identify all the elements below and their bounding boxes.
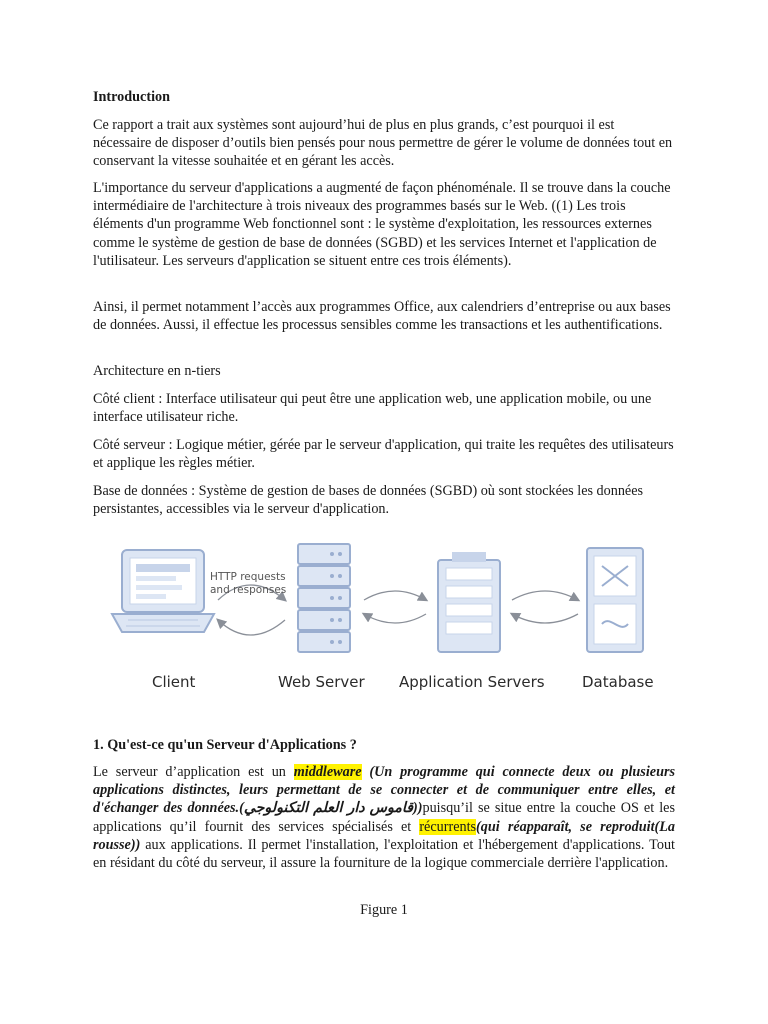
figure-caption: Figure 1 bbox=[360, 902, 408, 918]
text-segment: Le serveur d’application est un bbox=[93, 764, 294, 780]
http-label-line1: HTTP requests bbox=[210, 571, 286, 583]
label-database: Database bbox=[582, 673, 654, 691]
web-server-icon bbox=[298, 544, 350, 652]
intro-paragraph-2: L'importance du serveur d'applications a augmenté de façon phénoménale. Il se trouve dans la couche intermédiaire de l'architecture à trois niveaux des programmes basés sur le Web. ((1) Les trois éléments d'un programme Web fonctionnel sont : le système d'exploitation, les ressources externes comme le système de gestion de base de données (SGBD) et les services Internet et l'application de l'utilisateur. Les serveurs d'application se situent entre ces trois éléments). bbox=[93, 180, 671, 269]
client-side-paragraph: Côté client : Interface utilisateur qui peut être une application web, une application mobile, ou une interface utilisateur riche. bbox=[93, 391, 652, 426]
middleware-definition: (Un programme qui connecte deux ou plusieurs applications distinctes, leurs permettant de se connecter et de communiquer entre elles, et d'échanger des données. bbox=[93, 764, 676, 817]
intro-heading: Introduction bbox=[93, 89, 170, 105]
server-side-paragraph: Côté serveur : Logique métier, gérée par le serveur d'application, qui traite les requêtes des utilisateurs et applique les règles métier. bbox=[93, 437, 674, 472]
intro-paragraph-3: Ainsi, il permet notamment l’accès aux programmes Office, aux calendriers d’entreprise ou aux bases de données. Aussi, il effectue les processus sensibles comme les transactions et les authentifications. bbox=[93, 299, 671, 334]
text-segment: ) bbox=[417, 800, 423, 817]
intro-paragraph-1: Ce rapport a trait aux systèmes sont aujourd’hui de plus en plus grands, c’est pourquoi il est nécessaire de disposer d’outils bien pensés pour nous permettre de gérer le volume de données tout en conservant la vitesse souhaitée et en gérant les accès. bbox=[93, 117, 673, 170]
middleware-term: middleware bbox=[293, 764, 362, 780]
text-segment: aux applications. Il permet l'installation, l'exploitation et l'hébergement d'applications. Tout en résidant du côté du serveur, il assure la fourniture de la logique commerciale derrière l'application. bbox=[93, 836, 675, 872]
recurrents-term: récurrents bbox=[419, 818, 477, 835]
application-server-icon bbox=[438, 552, 500, 652]
recurrents-definition: (qui réapparaît, se reproduit(La rousse)) bbox=[93, 818, 675, 853]
label-application-servers: Application Servers bbox=[399, 673, 545, 691]
section-1-paragraph bbox=[93, 763, 675, 872]
architecture-diagram bbox=[100, 540, 670, 710]
arabic-reference: (قاموس دار العلم التكنولوجي) bbox=[239, 800, 418, 817]
laptop-icon bbox=[112, 550, 214, 632]
text-segment: puisqu’il se situe entre la couche OS et les applications qu’il fournit des services spécialisés et bbox=[93, 800, 675, 835]
architecture-title: Architecture en n-tiers bbox=[93, 363, 221, 379]
http-label-line2: and responses bbox=[210, 584, 287, 596]
label-web-server: Web Server bbox=[278, 673, 365, 691]
section-1-heading: 1. Qu'est-ce qu'un Serveur d'Applications ? bbox=[93, 737, 357, 753]
label-client: Client bbox=[152, 673, 196, 691]
database-paragraph: Base de données : Système de gestion de bases de données (SGBD) où sont stockées les données persistantes, accessibles via le serveur d'application. bbox=[93, 483, 644, 518]
database-icon bbox=[587, 548, 643, 652]
